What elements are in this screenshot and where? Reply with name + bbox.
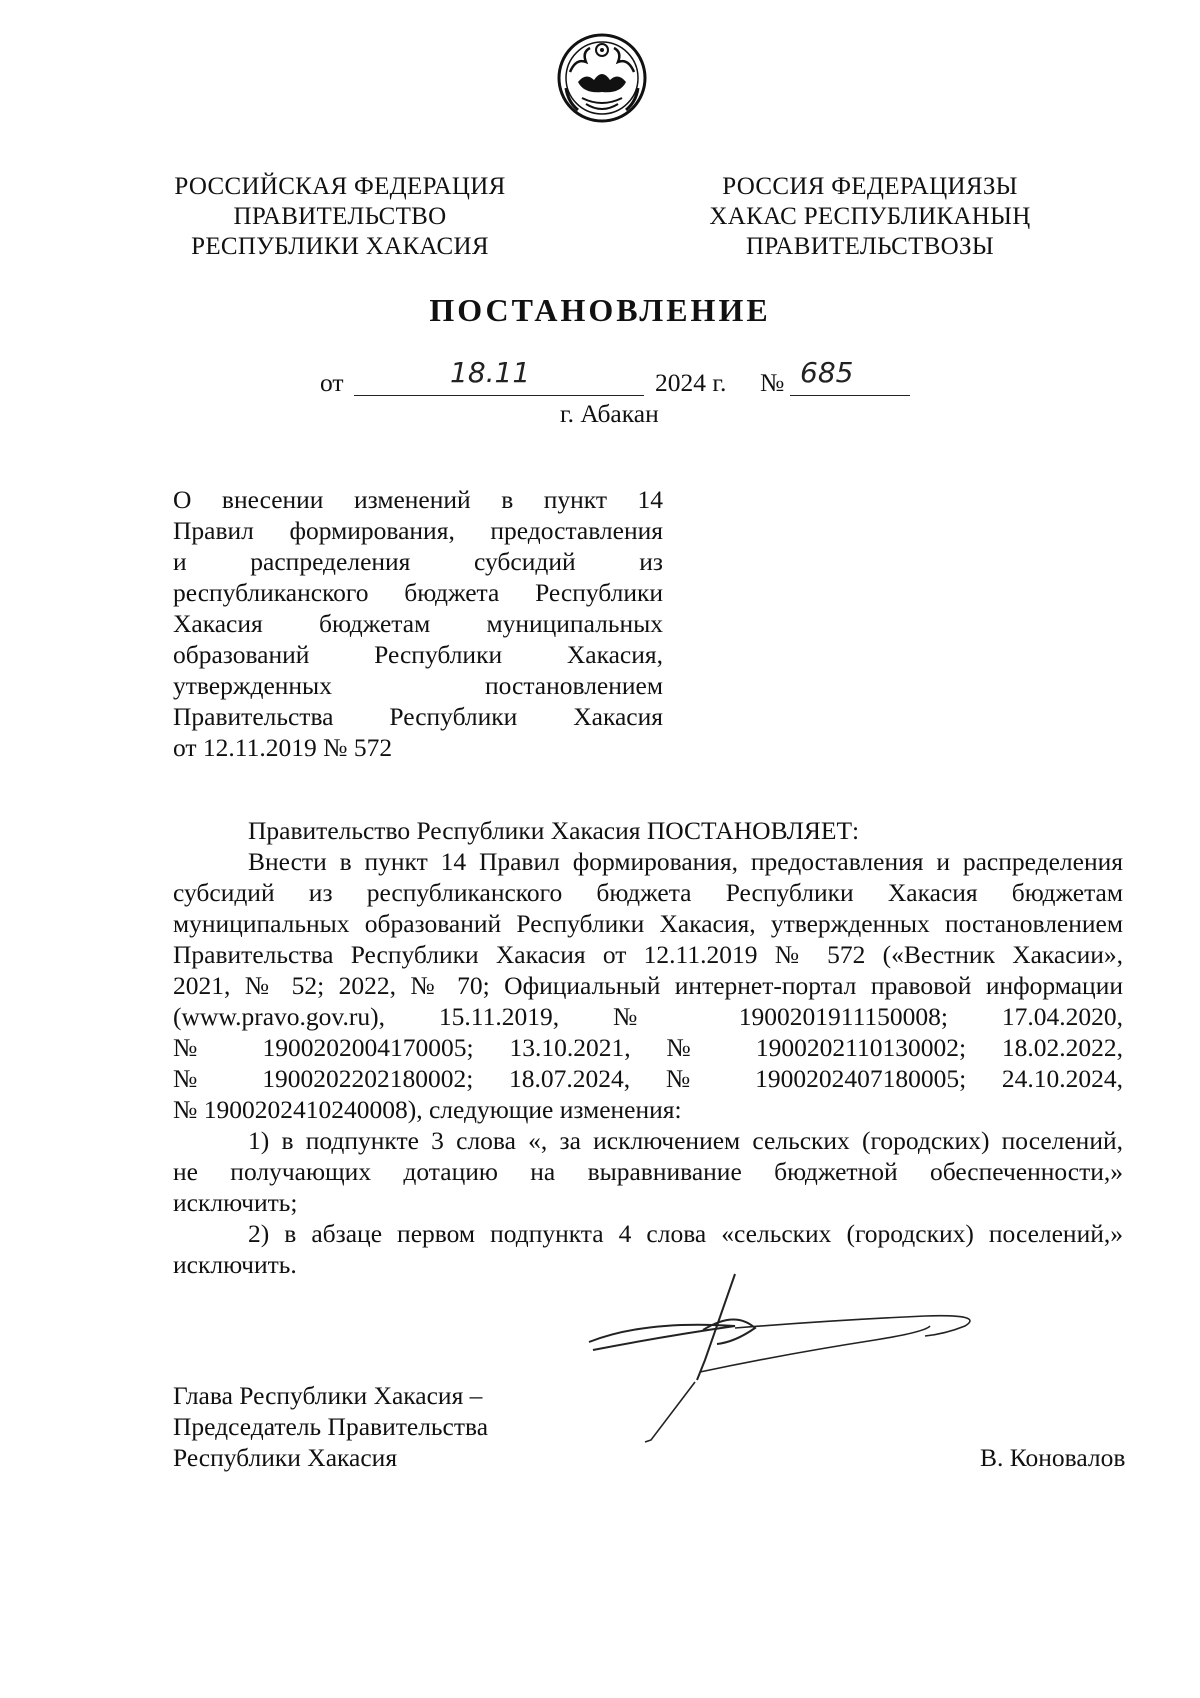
body-line: Внести в пункт 14 Правил формирования, предоставления и распределения <box>248 847 1123 876</box>
signature-icon <box>585 1270 995 1450</box>
subject-line: образований Республики Хакасия, <box>173 640 663 669</box>
body-line: № 1900202004170005; 13.10.2021, № 1900202110130002; 18.02.2022, <box>173 1033 1123 1062</box>
header-right-line: ХАКАС РЕСПУБЛИКАНЫҢ <box>709 203 1031 230</box>
header-left-line: РЕСПУБЛИКИ ХАКАСИЯ <box>191 233 489 260</box>
header-left <box>170 172 510 262</box>
body-line: 2021, № 52; 2022, № 70; Официальный интернет-портал правовой информации <box>173 971 1123 1000</box>
position-line: Глава Республики Хакасия – <box>173 1381 483 1410</box>
city: г. Абакан <box>560 399 659 428</box>
body-line: Правительства Республики Хакасия от 12.11.2019 № 572 («Вестник Хакасии», <box>173 940 1123 969</box>
subject-line: от 12.11.2019 № 572 <box>173 733 393 762</box>
item-1-line: исключить; <box>173 1188 298 1217</box>
coat-of-arms-icon <box>556 28 648 128</box>
item-2-line: 2) в абзаце первом подпункта 4 слова «сельских (городских) поселений,» <box>248 1219 1123 1248</box>
item-1-line: 1) в подпункте 3 слова «, за исключением сельских (городских) поселений, <box>248 1126 1123 1155</box>
signatory-name: В. Коновалов <box>980 1443 1126 1472</box>
body-line: муниципальных образований Республики Хакасия, утвержденных постановлением <box>173 909 1123 938</box>
body-line: субсидий из республиканского бюджета Республики Хакасия бюджетам <box>173 878 1123 907</box>
resolution-intro: Правительство Республики Хакасия ПОСТАНОВЛЯЕТ: <box>248 816 860 845</box>
handwritten-number: 685 <box>800 356 854 389</box>
handwritten-date: 18.11 <box>450 356 531 389</box>
subject-line: Правительства Республики Хакасия <box>173 702 663 731</box>
body-line: № 1900202410240008), следующие изменения: <box>173 1095 682 1124</box>
position-line: Председатель Правительства <box>173 1412 489 1441</box>
body-line: (www.pravo.gov.ru), 15.11.2019, № 1900201911150008; 17.04.2020, <box>173 1002 1123 1031</box>
date-prefix: от <box>320 368 344 397</box>
subject-line: Хакасия бюджетам муниципальных <box>173 609 663 638</box>
document-type-title: ПОСТАНОВЛЕНИЕ <box>429 292 771 328</box>
header-right-line: ПРАВИТЕЛЬСТВОЗЫ <box>746 233 994 260</box>
header-left-line: ПРАВИТЕЛЬСТВО <box>233 203 447 230</box>
subject-block <box>173 484 663 763</box>
date-year: 2024 г. <box>655 368 727 397</box>
header-left-line: РОССИЙСКАЯ ФЕДЕРАЦИЯ <box>174 173 506 200</box>
subject-line: республиканского бюджета Республики <box>173 578 663 607</box>
body-main <box>173 846 1123 1280</box>
number-sign: № <box>760 368 785 397</box>
item-2-line: исключить. <box>173 1250 297 1279</box>
header-right <box>705 172 1035 262</box>
header-right-line: РОССИЯ ФЕДЕРАЦИЯЗЫ <box>722 173 1018 200</box>
subject-line: утвержденных постановлением <box>173 671 663 700</box>
signatory-position <box>173 1380 488 1473</box>
subject-line: О внесении изменений в пункт 14 <box>173 485 663 514</box>
number-blank-line <box>790 395 910 396</box>
subject-line: и распределения субсидий из <box>173 547 663 576</box>
item-1-line: не получающих дотацию на выравнивание бюджетной обеспеченности,» <box>173 1157 1123 1186</box>
subject-line: Правил формирования, предоставления <box>173 516 663 545</box>
date-blank-line <box>354 395 644 396</box>
body-line: № 1900202202180002; 18.07.2024, № 1900202407180005; 24.10.2024, <box>173 1064 1123 1093</box>
position-line: Республики Хакасия <box>173 1443 398 1472</box>
